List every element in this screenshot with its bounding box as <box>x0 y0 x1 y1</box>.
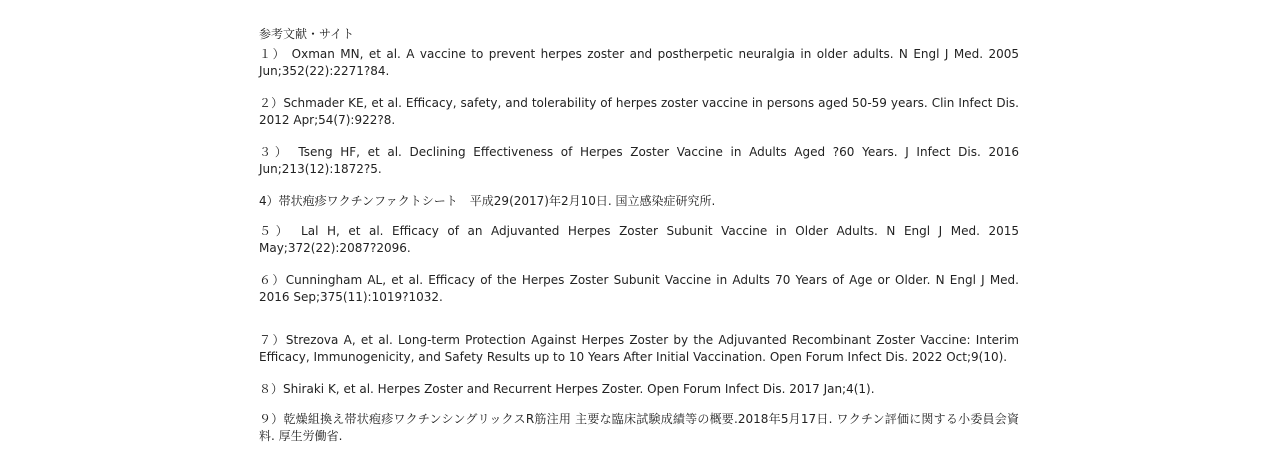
reference-item-1: １） Oxman MN, et al. A vaccine to prevent herpes zoster and postherpetic neuralgia in older adults. N Engl J Med. 2005 Jun;352(22):2271?84. <box>259 47 1019 78</box>
references-heading: 参考文献・サイト <box>259 27 355 41</box>
reference-item-4: 4）帯状疱疹ワクチンファクトシート 平成29(2017)年2月10日. 国立感染症研究所. <box>259 194 716 208</box>
reference-item-6: ６）Cunningham AL, et al. Efficacy of the Herpes Zoster Subunit Vaccine in Adults 70 Years of Age or Older. N Engl J Med. 2016 Sep;375(11):1019?1032. <box>259 273 1019 304</box>
reference-item-8: ８）Shiraki K, et al. Herpes Zoster and Recurrent Herpes Zoster. Open Forum Infect Dis. 2017 Jan;4(1). <box>259 382 875 396</box>
reference-item-9: ９）乾燥組換え帯状疱疹ワクチンシングリックスR筋注用 主要な臨床試験成績等の概要.2018年5月17日. ワクチン評価に関する小委員会資料. 厚生労働省. <box>259 412 1019 443</box>
reference-item-2: ２）Schmader KE, et al. Efficacy, safety, and tolerability of herpes zoster vaccine in persons aged 50-59 years. Clin Infect Dis. 2012 Apr;54(7):922?8. <box>259 96 1019 127</box>
reference-item-7: ７）Strezova A, et al. Long-term Protection Against Herpes Zoster by the Adjuvanted Recombinant Zoster Vaccine: Interim Efficacy, Immunogenicity, and Safety Results up to 10 Years After Initial Vaccination. Open Forum Infect Dis. 2022 Oct;9(10). <box>259 333 1019 364</box>
references-section <box>259 24 1019 445</box>
reference-item-3: ３） Tseng HF, et al. Declining Effectiveness of Herpes Zoster Vaccine in Adults Aged ?60 Years. J Infect Dis. 2016 Jun;213(12):1872?5. <box>259 145 1019 176</box>
reference-item-5: ５） Lal H, et al. Efficacy of an Adjuvanted Herpes Zoster Subunit Vaccine in Older Adults. N Engl J Med. 2015 May;372(22):2087?2096. <box>259 224 1019 255</box>
